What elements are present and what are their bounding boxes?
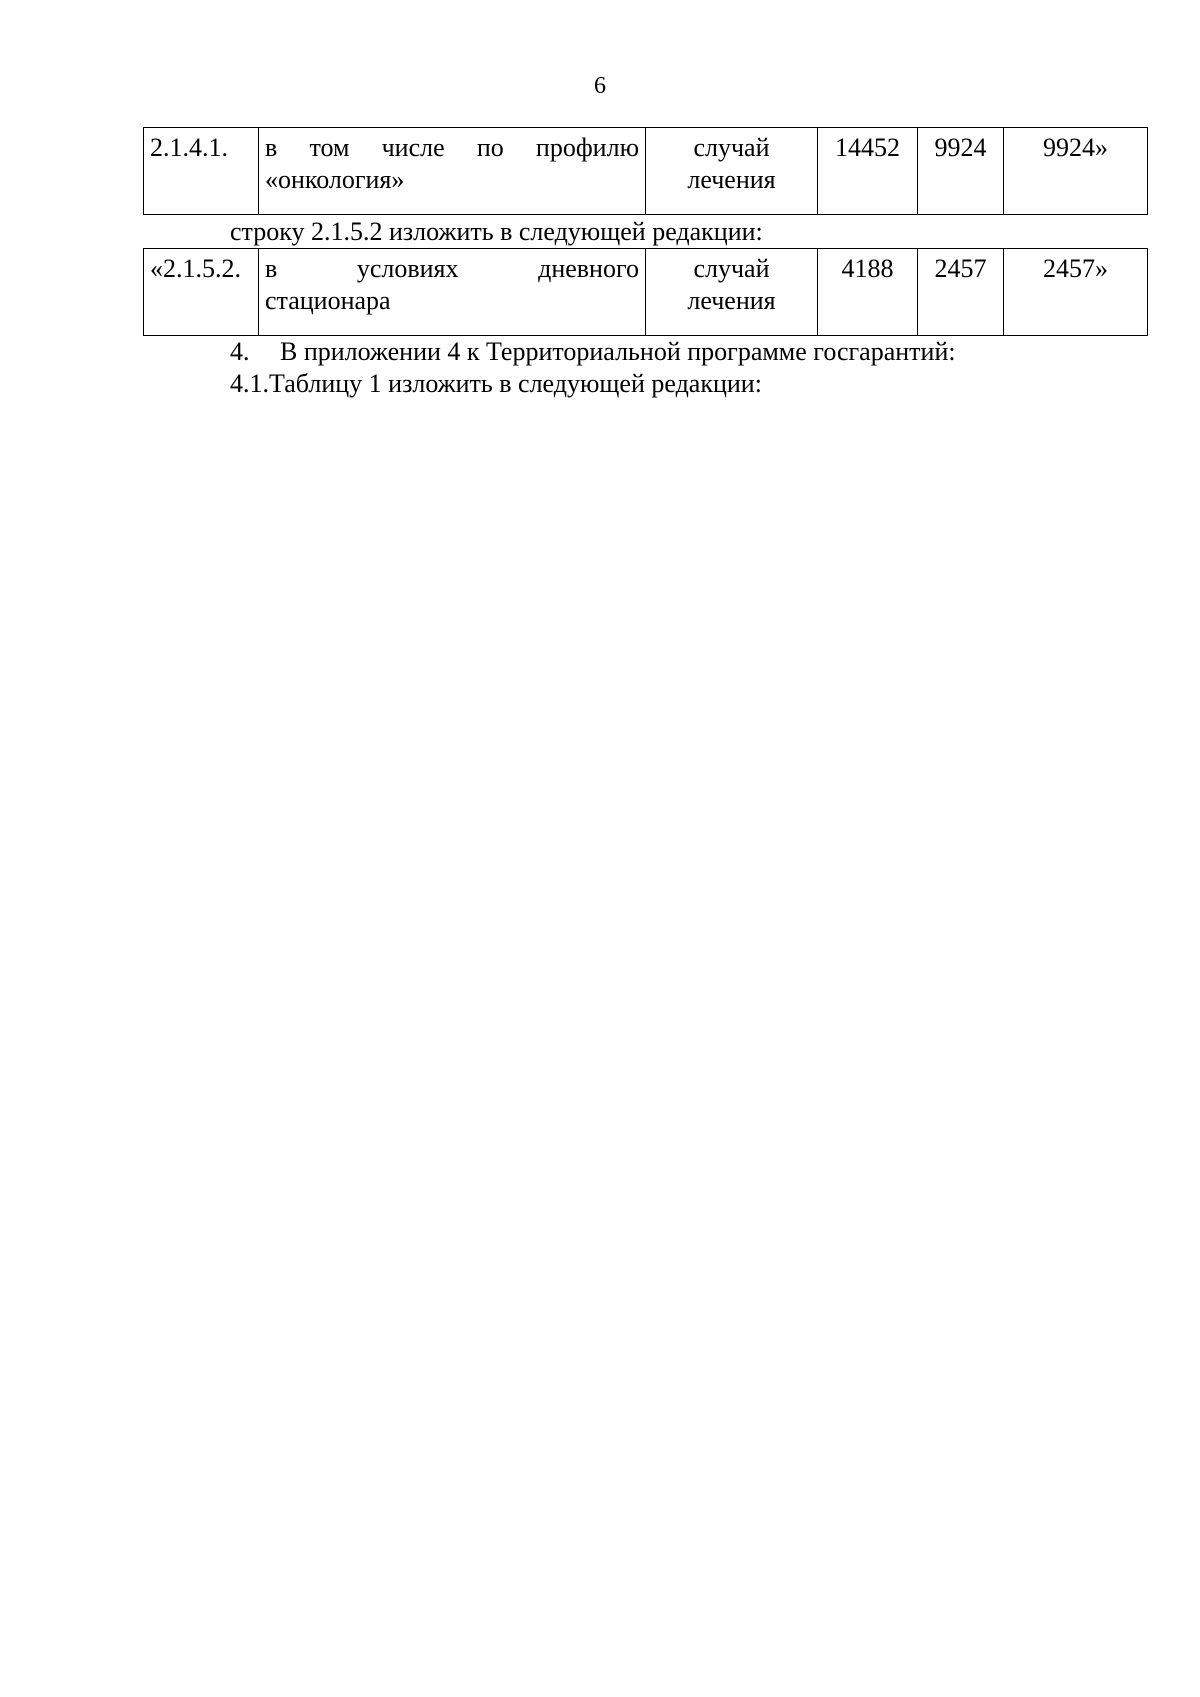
- row-unit-cell: [646, 249, 818, 336]
- row-name-cell: [259, 249, 646, 336]
- row-value3-cell: 2457»: [1004, 249, 1148, 336]
- row-unit-line2: лечения: [687, 165, 776, 194]
- paragraph-4-1-number: 4.1.: [230, 369, 269, 398]
- row-value2-cell: 9924: [918, 128, 1004, 215]
- row-name-cell: [259, 128, 646, 215]
- paragraph-4: [230, 336, 956, 368]
- row-value3-cell: 9924»: [1004, 128, 1148, 215]
- row-unit-cell: [646, 128, 818, 215]
- page-number: 6: [594, 73, 606, 99]
- table-fragment-2-1-4-1: [143, 127, 1148, 215]
- instruction-line: строку 2.1.5.2 изложить в следующей редакции:: [230, 217, 763, 246]
- row-number-cell: 2.1.4.1.: [144, 128, 259, 215]
- row-unit-line2: лечения: [687, 286, 776, 315]
- row-value1-cell: 14452: [818, 128, 918, 215]
- paragraph-4-1: [230, 368, 762, 400]
- row-name-line1: в условиях дневного: [265, 254, 639, 283]
- row-name-line2: стационара: [265, 286, 391, 315]
- table-fragment-2-1-5-2: [143, 248, 1148, 336]
- row-number-cell: «2.1.5.2.: [144, 249, 259, 336]
- table-row: [144, 128, 1148, 215]
- table-row: [144, 249, 1148, 336]
- paragraph-4-number: 4.: [230, 337, 250, 366]
- paragraph-4-text: В приложении 4 к Территориальной программе госгарантий:: [280, 337, 956, 366]
- row-value1-cell: 4188: [818, 249, 918, 336]
- row-unit-line1: случай: [693, 254, 770, 283]
- row-name-line2: «онкология»: [265, 165, 405, 194]
- row-value2-cell: 2457: [918, 249, 1004, 336]
- row-unit-line1: случай: [693, 133, 770, 162]
- row-name-line1: в том числе по профилю: [265, 133, 639, 162]
- paragraph-4-1-text: Таблицу 1 изложить в следующей редакции:: [269, 369, 762, 398]
